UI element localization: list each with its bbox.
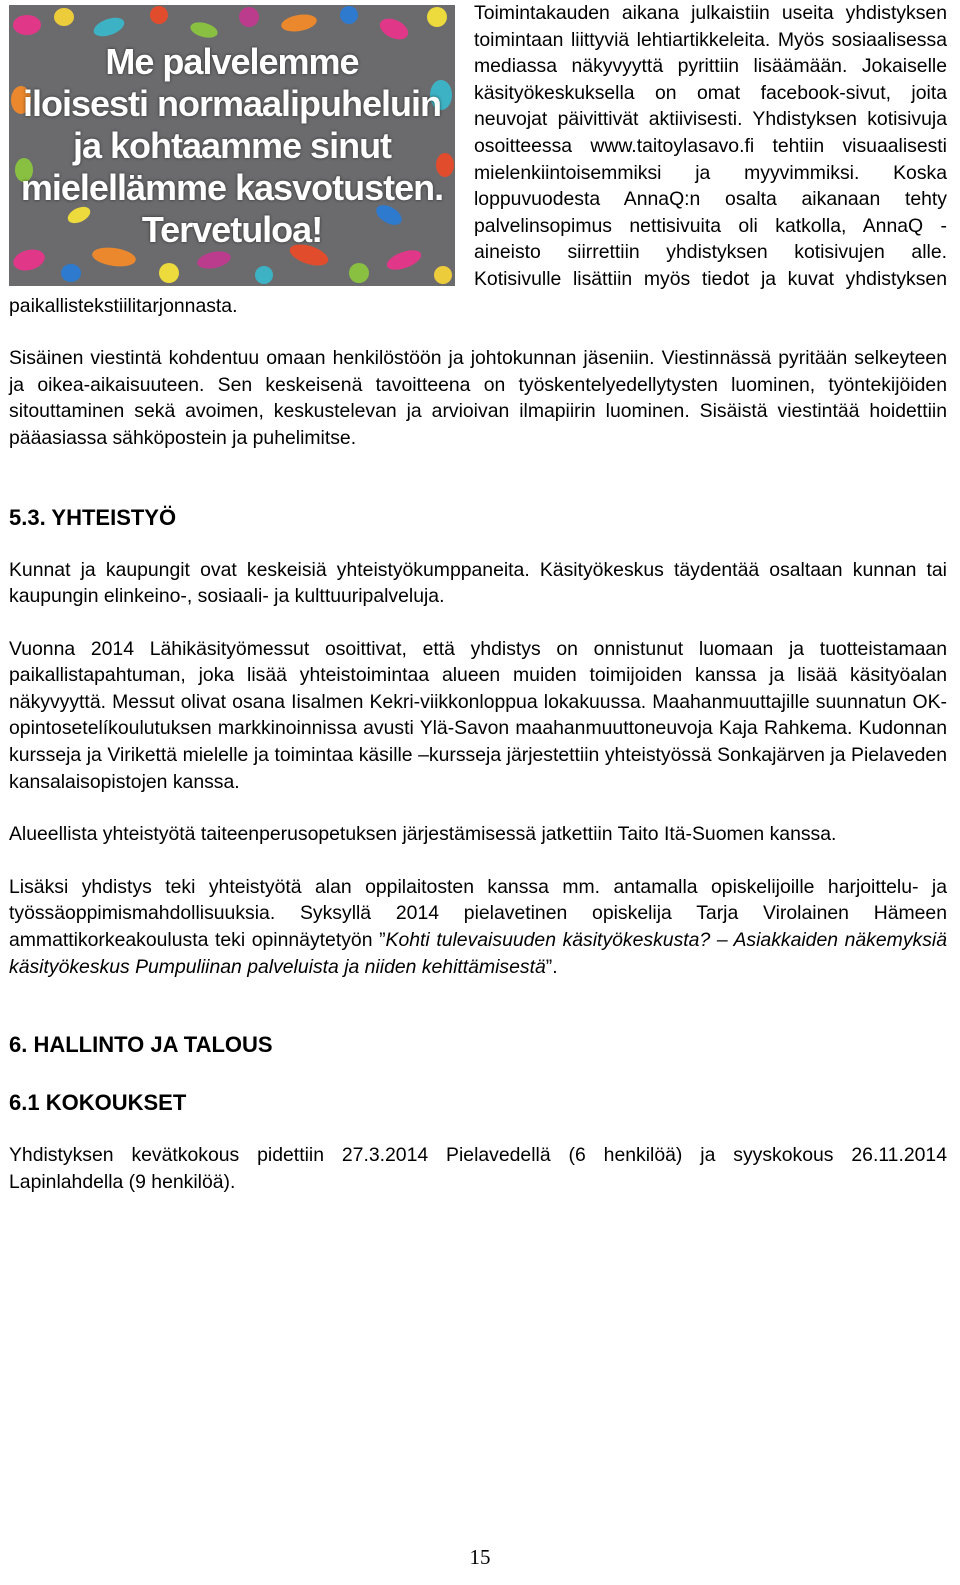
thesis-intro-text: Lisäksi yhdistys teki yhteistyötä alan oppilaitosten kanssa mm. antamalla opiskelijoille harjoittelu- ja työssäoppimismahdollisuuksia. Syksyllä 2014 pielavetinen opiskelija Tarja Virolainen Hämeen ammattikorkeakoulusta teki opinnäytetyön ”	[9, 875, 947, 952]
banner-line: Me palvelemme	[105, 41, 359, 82]
thesis-end-text: ”.	[545, 955, 558, 978]
banner-caption	[9, 41, 455, 251]
banner-line: Tervetuloa!	[141, 209, 323, 250]
heading-6-administration: 6. HALLINTO JA TALOUS	[9, 1032, 273, 1058]
paragraph-communication: Toimintakauden aikana julkaistiin useita yhdistyksen toimintaan liittyviä lehtiartikkeleita. Myös sosiaalisessa mediassa näkyvyyttä pyrittiin lisäämään. Jokaiselle käsityökeskuksella on omat facebook-sivut, joita neuvojat päivittivät aktiivisesti. Yhdistyksen kotisivuja osoitteessa www.taitoylasavo.fi tehtiin visuaalisesti mielenkiintoisemmiksi ja myyvimmiksi. Koska loppuvuodesta AnnaQ:n osalta aikanaan tehty palvelinsopimus nettisivuita oli katkolla, AnnaQ -aineisto siirrettiin yhdistyksen kotisivujen alle. Kotisivulle lisättiin myös tiedot ja kuvat yhdistyksen paikallistekstiilitarjonnasta.	[9, 2, 947, 317]
paragraph-educational-institutions	[9, 874, 947, 980]
paragraph-regional-cooperation: Alueellista yhteistyötä taiteenperusopetuksen järjestämisessä jatkettiin Taito Itä-Suomen kanssa.	[9, 823, 837, 846]
paragraph-meetings: Yhdistyksen kevätkokous pidettiin 27.3.2014 Pielavedellä (6 henkilöä) ja syyskokous 26.11.2014 Lapinlahdella (9 henkilöä).	[9, 1144, 947, 1193]
thesis-title: Kohti tulevaisuuden käsityökeskusta? – Asiakkaiden näkemyksiä käsityökeskus Pumpuliinan palveluista ja niiden kehittämisestä	[9, 929, 947, 978]
banner-line: mielellämme kasvotusten.	[20, 167, 444, 208]
heading-5-3-cooperation: 5.3. YHTEISTYÖ	[9, 504, 177, 530]
paragraph-municipalities: Kunnat ja kaupungit ovat keskeisiä yhteistyökumppaneita. Käsityökeskus täydentää osaltaan kunnan tai kaupungin elinkeino-, sosiaali- ja kulttuuripalveluja.	[9, 558, 947, 608]
page-number: 15	[469, 1545, 491, 1569]
paragraph-internal-communication: Sisäinen viestintä kohdentuu omaan henkilöstöön ja johtokunnan jäseniin. Viestinnässä pyritään selkeyteen ja oikea-aikaisuuteen. Sen keskeisenä tavoitteena on työskentelyedellytysten luominen, työntekijöiden sitouttaminen sekä avoimen, keskustelevan ja arvioivan ilmapiirin luominen. Sisäistä viestintää hoidettiin pääasiassa sähköpostein ja puhelimitse.	[9, 347, 947, 449]
banner-line: iloisesti normaalipuheluin	[22, 83, 442, 124]
paragraph-craft-fair: Vuonna 2014 Lähikäsityömessut osoittivat, että yhdistys on onnistunut luomaan ja tuotteistamaan paikallistapahtuman, joka lisää yhteistoimintaa alueen muiden toimijoiden kanssa ja lisää käsityöalan näkyvyyttä. Messut olivat osana Iisalmen Kekri-viikkonloppua lokakuussa. Maahanmuuttajille suunnatun OK-opintosetelíkoulutuksen markkinoinnissa avusti Ylä-Savon maahanmuuttoneuvoja Kaja Rahkema. Kudonnan kursseja ja Virikettä mielelle ja toimintaa käsille –kursseja järjestettiin yhteistyössä Sonkajärven ja Pielaveden kansalaisopistojen kanssa.	[9, 637, 947, 793]
heading-6-1-meetings: 6.1 KOKOUKSET	[9, 1090, 187, 1116]
felt-beads-banner-image	[9, 5, 455, 286]
document-page	[9, 0, 947, 1195]
banner-line: ja kohtaamme sinut	[72, 125, 392, 166]
